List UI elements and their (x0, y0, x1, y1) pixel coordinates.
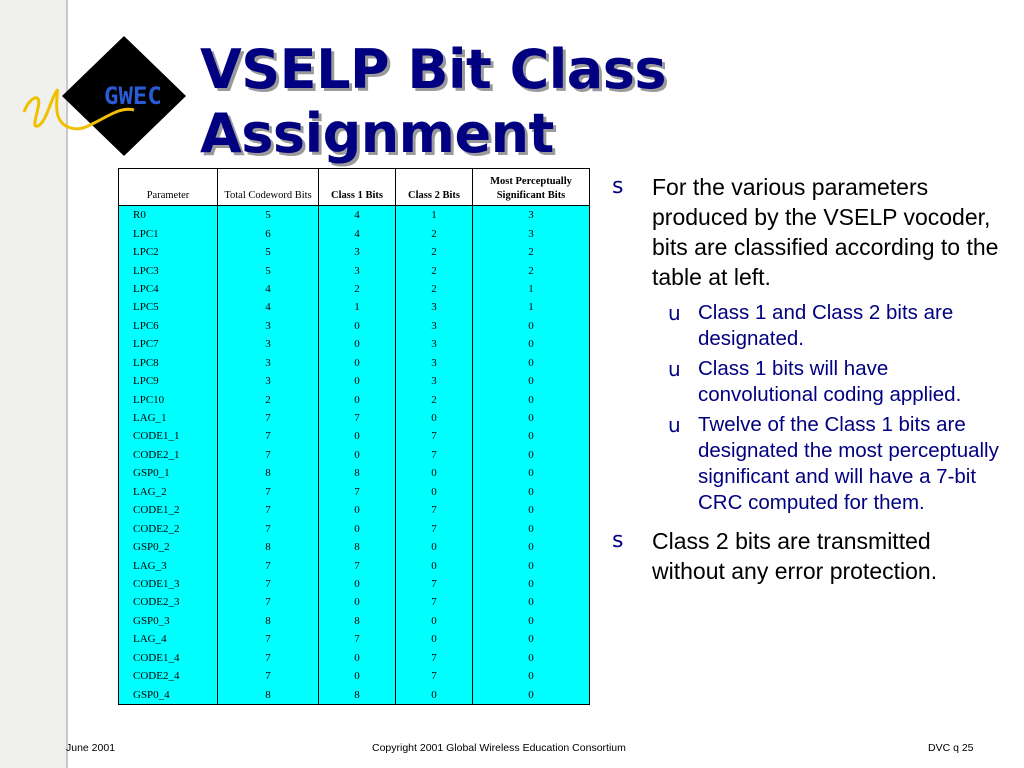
value-cell: 0 (473, 685, 590, 704)
value-cell: 7 (319, 483, 396, 501)
table-row (119, 317, 590, 335)
value-cell: 2 (218, 390, 319, 408)
value-cell: 7 (218, 556, 319, 574)
value-cell: 7 (319, 556, 396, 574)
sub-bullet-marker-icon: u (668, 413, 681, 437)
value-cell: 0 (473, 483, 590, 501)
value-cell: 1 (396, 206, 473, 225)
table-row (119, 224, 590, 242)
footer-copyright: Copyright 2001 Global Wireless Education Consortium (372, 742, 626, 754)
sub-bullet-marker-icon: u (668, 301, 681, 325)
value-cell: 7 (218, 667, 319, 685)
table-row (119, 261, 590, 279)
value-cell: 8 (218, 538, 319, 556)
sub-bullet-text: Class 1 bits will have convolutional coding applied. (698, 357, 962, 406)
parameter-cell: GSP0_3 (119, 612, 218, 630)
value-cell: 7 (218, 501, 319, 519)
parameter-cell: GSP0_4 (119, 685, 218, 704)
table-row (119, 464, 590, 482)
value-cell: 3 (218, 354, 319, 372)
value-cell: 0 (473, 630, 590, 648)
value-cell: 3 (319, 243, 396, 261)
value-cell: 0 (473, 390, 590, 408)
table-row (119, 667, 590, 685)
value-cell: 7 (218, 575, 319, 593)
parameter-cell: CODE2_1 (119, 446, 218, 464)
value-cell: 7 (319, 630, 396, 648)
bullet-list (612, 172, 1007, 594)
value-cell: 0 (396, 464, 473, 482)
value-cell: 7 (218, 409, 319, 427)
value-cell: 0 (473, 317, 590, 335)
value-cell: 5 (218, 243, 319, 261)
parameter-cell: CODE1_3 (119, 575, 218, 593)
value-cell: 4 (319, 206, 396, 225)
value-cell: 4 (319, 224, 396, 242)
parameter-cell: LPC2 (119, 243, 218, 261)
table-row (119, 556, 590, 574)
value-cell: 7 (396, 575, 473, 593)
parameter-cell: LPC7 (119, 335, 218, 353)
value-cell: 0 (473, 556, 590, 574)
value-cell: 0 (319, 519, 396, 537)
footer-page-number: DVC q 25 (928, 742, 974, 754)
value-cell: 0 (319, 593, 396, 611)
bullet-text: For the various parameters produced by the VSELP vocoder, bits are classified according to the table at left. (652, 174, 999, 290)
parameter-cell: CODE1_2 (119, 501, 218, 519)
value-cell: 2 (396, 243, 473, 261)
value-cell: 8 (319, 685, 396, 704)
table-row (119, 298, 590, 316)
sub-bullet-text: Class 1 and Class 2 bits are designated. (698, 301, 954, 350)
value-cell: 0 (473, 667, 590, 685)
table-row (119, 390, 590, 408)
table-row (119, 630, 590, 648)
value-cell: 2 (473, 261, 590, 279)
value-cell: 7 (396, 427, 473, 445)
value-cell: 0 (319, 354, 396, 372)
value-cell: 3 (396, 298, 473, 316)
sub-bullet-point (612, 300, 1007, 352)
value-cell: 4 (218, 298, 319, 316)
table-row (119, 685, 590, 704)
table-row (119, 538, 590, 556)
value-cell: 7 (396, 446, 473, 464)
value-cell: 0 (319, 501, 396, 519)
value-cell: 3 (473, 206, 590, 225)
value-cell: 6 (218, 224, 319, 242)
value-cell: 8 (319, 612, 396, 630)
parameter-cell: LPC5 (119, 298, 218, 316)
value-cell: 7 (218, 483, 319, 501)
table-row (119, 335, 590, 353)
value-cell: 3 (396, 335, 473, 353)
table-row (119, 446, 590, 464)
value-cell: 0 (473, 464, 590, 482)
bullet-point (612, 526, 1007, 586)
table-row (119, 612, 590, 630)
parameter-cell: CODE2_2 (119, 519, 218, 537)
value-cell: 8 (218, 612, 319, 630)
table-row (119, 280, 590, 298)
parameter-cell: LPC1 (119, 224, 218, 242)
svg-text:GWEC: GWEC (104, 82, 162, 110)
value-cell: 7 (396, 667, 473, 685)
value-cell: 1 (473, 298, 590, 316)
value-cell: 2 (473, 243, 590, 261)
value-cell: 3 (218, 317, 319, 335)
bit-class-table (118, 168, 590, 705)
header-class-2-bits: Class 2 Bits (396, 169, 473, 206)
parameter-cell: GSP0_2 (119, 538, 218, 556)
parameter-cell: LPC9 (119, 372, 218, 390)
table-row (119, 243, 590, 261)
value-cell: 0 (319, 446, 396, 464)
value-cell: 0 (319, 372, 396, 390)
gwec-logo (16, 32, 192, 162)
value-cell: 0 (473, 372, 590, 390)
table-row (119, 372, 590, 390)
value-cell: 1 (473, 280, 590, 298)
bullet-point (612, 172, 1007, 292)
value-cell: 5 (218, 206, 319, 225)
value-cell: 2 (396, 280, 473, 298)
value-cell: 0 (396, 685, 473, 704)
footer-date: June 2001 (66, 742, 116, 754)
sub-bullet-point (612, 412, 1007, 516)
value-cell: 7 (218, 427, 319, 445)
value-cell: 2 (396, 261, 473, 279)
value-cell: 0 (319, 390, 396, 408)
value-cell: 4 (218, 280, 319, 298)
header-most-perceptually-significant-bits: Most Perceptually Significant Bits (473, 169, 590, 206)
parameter-cell: LPC6 (119, 317, 218, 335)
value-cell: 0 (473, 593, 590, 611)
value-cell: 0 (319, 575, 396, 593)
value-cell: 5 (218, 261, 319, 279)
value-cell: 2 (319, 280, 396, 298)
value-cell: 8 (218, 685, 319, 704)
value-cell: 0 (319, 427, 396, 445)
table-row (119, 483, 590, 501)
value-cell: 7 (218, 593, 319, 611)
parameter-cell: CODE2_4 (119, 667, 218, 685)
value-cell: 3 (473, 224, 590, 242)
value-cell: 0 (396, 409, 473, 427)
value-cell: 0 (473, 427, 590, 445)
parameter-cell: CODE1_1 (119, 427, 218, 445)
parameter-cell: LPC3 (119, 261, 218, 279)
table-row (119, 354, 590, 372)
value-cell: 0 (473, 409, 590, 427)
sub-bullet-text: Twelve of the Class 1 bits are designated the most perceptually significant and will have a 7-bit CRC computed for them. (698, 413, 999, 514)
parameter-cell: GSP0_1 (119, 464, 218, 482)
table-row (119, 501, 590, 519)
parameter-cell: CODE1_4 (119, 649, 218, 667)
value-cell: 0 (473, 612, 590, 630)
value-cell: 0 (473, 354, 590, 372)
value-cell: 3 (396, 354, 473, 372)
bullet-marker-icon: s (612, 174, 624, 199)
parameter-cell: LAG_4 (119, 630, 218, 648)
title-line-2: Assignment (200, 102, 554, 165)
value-cell: 3 (396, 372, 473, 390)
bullet-text: Class 2 bits are transmitted without any error protection. (652, 528, 938, 584)
value-cell: 3 (218, 372, 319, 390)
value-cell: 0 (396, 612, 473, 630)
value-cell: 0 (473, 446, 590, 464)
value-cell: 0 (473, 335, 590, 353)
value-cell: 0 (473, 538, 590, 556)
value-cell: 1 (319, 298, 396, 316)
value-cell: 0 (319, 335, 396, 353)
value-cell: 0 (319, 667, 396, 685)
value-cell: 0 (319, 649, 396, 667)
value-cell: 0 (473, 649, 590, 667)
header-parameter: Parameter (119, 169, 218, 206)
table-row (119, 649, 590, 667)
parameter-cell: R0 (119, 206, 218, 225)
value-cell: 3 (319, 261, 396, 279)
value-cell: 7 (396, 593, 473, 611)
value-cell: 0 (396, 538, 473, 556)
parameter-cell: CODE2_3 (119, 593, 218, 611)
table-row (119, 206, 590, 225)
value-cell: 0 (396, 483, 473, 501)
header-total-codeword-bits: Total Codeword Bits (218, 169, 319, 206)
parameter-cell: LPC10 (119, 390, 218, 408)
value-cell: 7 (218, 446, 319, 464)
table-row (119, 575, 590, 593)
title-line-1: VSELP Bit Class (200, 38, 667, 101)
parameter-cell: LAG_1 (119, 409, 218, 427)
value-cell: 7 (218, 519, 319, 537)
value-cell: 3 (218, 335, 319, 353)
header-class-1-bits: Class 1 Bits (319, 169, 396, 206)
value-cell: 7 (396, 519, 473, 537)
value-cell: 2 (396, 390, 473, 408)
value-cell: 7 (319, 409, 396, 427)
table-header-row (119, 169, 590, 206)
bullet-marker-icon: s (612, 528, 624, 553)
table-row (119, 519, 590, 537)
value-cell: 7 (218, 630, 319, 648)
value-cell: 0 (473, 519, 590, 537)
parameter-cell: LPC4 (119, 280, 218, 298)
value-cell: 8 (218, 464, 319, 482)
parameter-cell: LAG_2 (119, 483, 218, 501)
table-row (119, 427, 590, 445)
parameter-cell: LPC8 (119, 354, 218, 372)
page-title (200, 38, 740, 166)
value-cell: 0 (473, 501, 590, 519)
parameter-cell: LAG_3 (119, 556, 218, 574)
table-row (119, 593, 590, 611)
table-row (119, 409, 590, 427)
value-cell: 0 (396, 630, 473, 648)
value-cell: 3 (396, 317, 473, 335)
value-cell: 8 (319, 464, 396, 482)
value-cell: 7 (396, 501, 473, 519)
value-cell: 7 (396, 649, 473, 667)
value-cell: 0 (319, 317, 396, 335)
value-cell: 8 (319, 538, 396, 556)
value-cell: 7 (218, 649, 319, 667)
sub-bullet-marker-icon: u (668, 357, 681, 381)
value-cell: 2 (396, 224, 473, 242)
value-cell: 0 (473, 575, 590, 593)
sub-bullet-point (612, 356, 1007, 408)
value-cell: 0 (396, 556, 473, 574)
